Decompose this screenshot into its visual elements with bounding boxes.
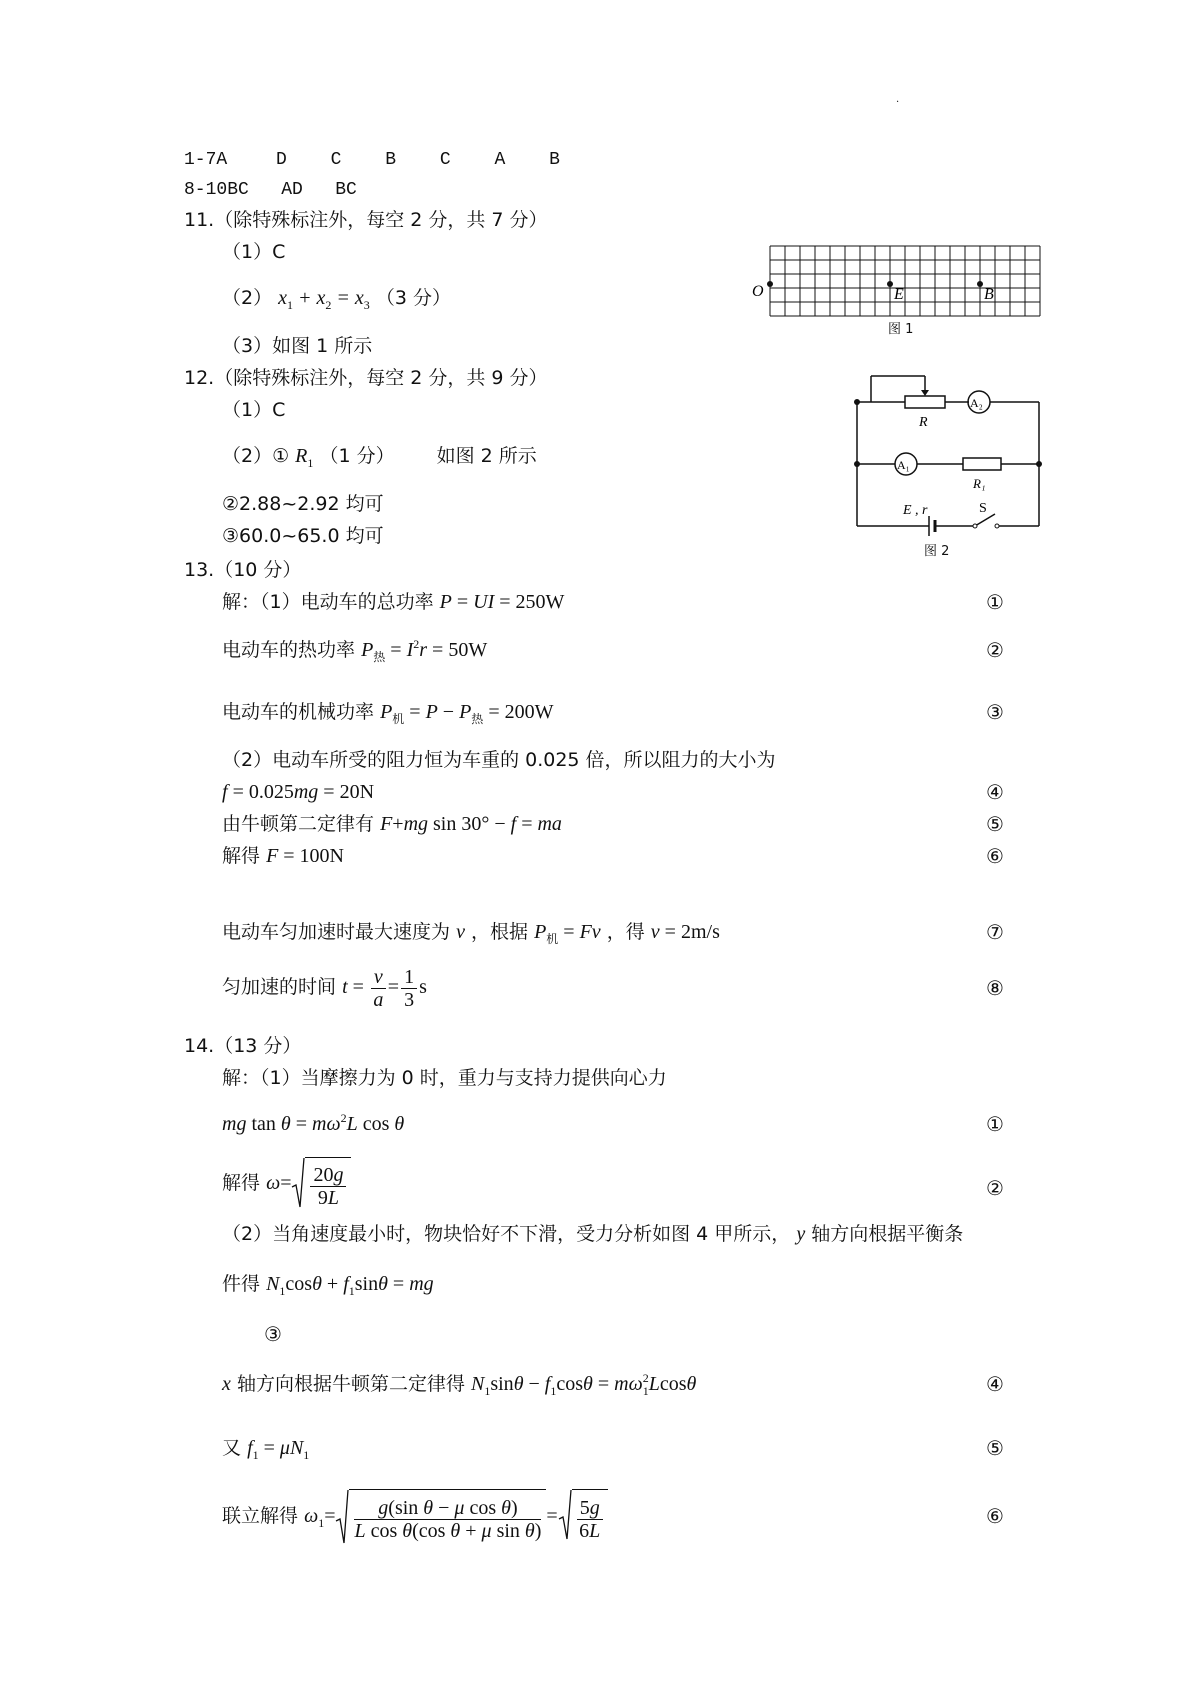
q14-l7-x: x [222, 1373, 231, 1395]
label-a1: A₁ [897, 458, 910, 472]
q12-answer-3: ②2.88~2.92 均可 [222, 493, 384, 515]
q13-line-4: （2）电动车所受的阻力恒为车重的 0.025 倍，所以阻力的大小为 [222, 749, 776, 771]
q13-line-8 [222, 920, 720, 946]
q14-l7-text: 轴方向根据牛顿第二定律得 [236, 1373, 465, 1395]
q14-line-8 [222, 1436, 309, 1462]
label-e-r: E , r [903, 503, 928, 518]
q13-line-6 [222, 812, 562, 836]
page-mark: . [896, 94, 900, 105]
eq-number: ⑦ [986, 920, 1004, 944]
q11-a2-equation: $x_1 + x_2 = x_3$ [278, 287, 370, 312]
q13-line-9 [222, 962, 427, 1012]
q13-l8-v: v [456, 921, 465, 943]
eq-number: ① [986, 590, 1004, 614]
mc-answer: B [549, 150, 560, 170]
q14-line-2: mg $\tan \theta = m\omega^2L$ cos θ [222, 1111, 405, 1135]
label-b: B [984, 286, 994, 303]
q14-l7-equation: $N_1\sin\theta - f_1\cos\theta = m\omega_1^2Lcos\theta$ [471, 1371, 697, 1398]
q13-header: 13.（10 分） [184, 559, 302, 581]
q13-line-5: f = 0.025mg = 20N [222, 781, 375, 803]
q12-a2-score: （1 分） [319, 445, 395, 467]
q13-l3-text: 电动车的机械功率 [222, 701, 375, 723]
q14-l9-equation: $\omega_1=$ $\frac{\text{g(sin θ − μ cos θ)}}{\text{L cos θ(cos θ + μ sin θ)}}$ = $\frac{5g}{6L}$ [304, 1505, 608, 1527]
q14-l5-text: 件得 [222, 1273, 261, 1295]
q13-line-2 [222, 638, 487, 664]
mc-answer: A [494, 150, 506, 170]
label-r: R [919, 415, 928, 430]
q13-l6-text: 由牛顿第二定律有 [222, 813, 375, 835]
q14-l3-equation: ω= $\frac{20g}{9L}$ [266, 1172, 351, 1194]
eq-number: ⑥ [986, 1504, 1004, 1528]
label-r1: R₁ [973, 476, 986, 491]
mc-line-1 [184, 148, 560, 172]
figure-2-caption: 图 2 [924, 544, 950, 559]
q13-l1-equation: P = UI = 250W [439, 591, 565, 613]
eq-number: ③ [986, 700, 1004, 724]
q14-line-5 [222, 1272, 434, 1298]
q13-line-3 [222, 700, 553, 726]
figure-1-caption: 图 1 [888, 322, 914, 337]
q14-l9-text: 联立解得 [222, 1505, 299, 1527]
mc-label: 1-7A [184, 150, 228, 170]
eq-number: ① [986, 1112, 1004, 1136]
q12-answer-2 [222, 444, 537, 470]
q13-l8-result: v = 2m/s [650, 921, 720, 943]
q11-answer-3: （3）如图 1 所示 [222, 335, 373, 357]
figure-2-circuit [845, 368, 1045, 538]
eq-number: ② [986, 638, 1004, 662]
q12-answer-4: ③60.0~65.0 均可 [222, 525, 384, 547]
q13-l9-text: 匀加速的时间 [222, 976, 337, 998]
q14-l4-y: y [796, 1223, 806, 1245]
eq-number-3: ③ [264, 1322, 282, 1346]
mc-answer: C [439, 150, 451, 170]
eq-number: ⑧ [986, 976, 1004, 1000]
q12-answer-1: （1）C [222, 399, 286, 421]
q11-a2-score: （3 分） [375, 287, 451, 309]
q13-l6-equation: F+mg sin 30° − f = ma [380, 813, 562, 835]
q14-line-3 [222, 1156, 351, 1212]
q13-l3-equation: $P_机 = P - P_热 = 200W$ [380, 701, 554, 726]
q13-l8-equation: $P_机 = Fv$ [534, 921, 601, 946]
eq-number: ② [986, 1176, 1004, 1200]
q14-l8-text: 又 [222, 1437, 242, 1459]
mc-answer: B [385, 150, 397, 170]
q13-l2-text: 电动车的热功率 [222, 639, 356, 661]
q14-l4-text: （2）当角速度最小时，物块恰好不下滑，受力分析如图 4 甲所示， [222, 1223, 791, 1245]
point-o [767, 281, 773, 287]
label-s: S [979, 501, 987, 516]
q14-line-4 [222, 1222, 963, 1246]
q13-l8-text-b: ，根据 [471, 921, 529, 943]
q14-header: 14.（13 分） [184, 1035, 302, 1057]
q13-l8-text-c: ，得 [606, 921, 645, 943]
eq-number: ⑤ [986, 812, 1004, 836]
eq-number: ④ [986, 1372, 1004, 1396]
mc-answer: C [330, 150, 342, 170]
label-o: O [752, 283, 764, 300]
mc-line-2: 8-10BC AD BC [184, 180, 357, 200]
q14-l4-text-b: 轴方向根据平衡条 [811, 1223, 964, 1245]
q11-a2-prefix: （2） [222, 287, 273, 309]
q14-line-9 [222, 1488, 608, 1546]
q13-line-1 [222, 590, 564, 614]
q12-a2-prefix: （2）① [222, 445, 290, 467]
q12-a2-r: $R_1$ [295, 445, 314, 470]
q13-l2-equation: $P_热 = I^2r = 50W$ [361, 637, 488, 664]
q12-a2-note: 如图 2 所示 [436, 445, 537, 467]
q11-answer-1: （1）C [222, 241, 286, 263]
q11-header: 11.（除特殊标注外，每空 2 分，共 7 分） [184, 209, 548, 231]
eq-number: ⑤ [986, 1436, 1004, 1460]
q13-l8-text-a: 电动车匀加速时最大速度为 [222, 921, 451, 943]
q13-l7-text: 解得 [222, 845, 261, 867]
label-e: E [894, 286, 904, 303]
q14-line-1: 解：（1）当摩擦力为 0 时，重力与支持力提供向心力 [222, 1067, 667, 1089]
q11-answer-2 [222, 286, 451, 312]
q14-l8-equation: $f_1 = \mu N_1$ [247, 1437, 310, 1462]
q12-header: 12.（除特殊标注外，每空 2 分，共 9 分） [184, 367, 548, 389]
label-a2: A₂ [970, 396, 983, 410]
q14-l5-equation: $N_1\cos\theta + f_1\sin\theta$ = mg [266, 1273, 434, 1298]
mc-answer: D [276, 150, 287, 170]
q13-l9-equation: t = $\frac{v}{a}$ = $\frac{1}{3}$ s [342, 965, 427, 1011]
eq-number: ④ [986, 780, 1004, 804]
q14-line-7 [222, 1372, 696, 1398]
q13-l1-text: 解：（1）电动车的总功率 [222, 591, 434, 613]
q13-line-7 [222, 844, 344, 868]
eq-number: ⑥ [986, 844, 1004, 868]
point-b [977, 281, 983, 287]
q14-l3-text: 解得 [222, 1172, 261, 1194]
q13-l7-equation: F = 100N [266, 845, 345, 867]
point-e [887, 281, 893, 287]
